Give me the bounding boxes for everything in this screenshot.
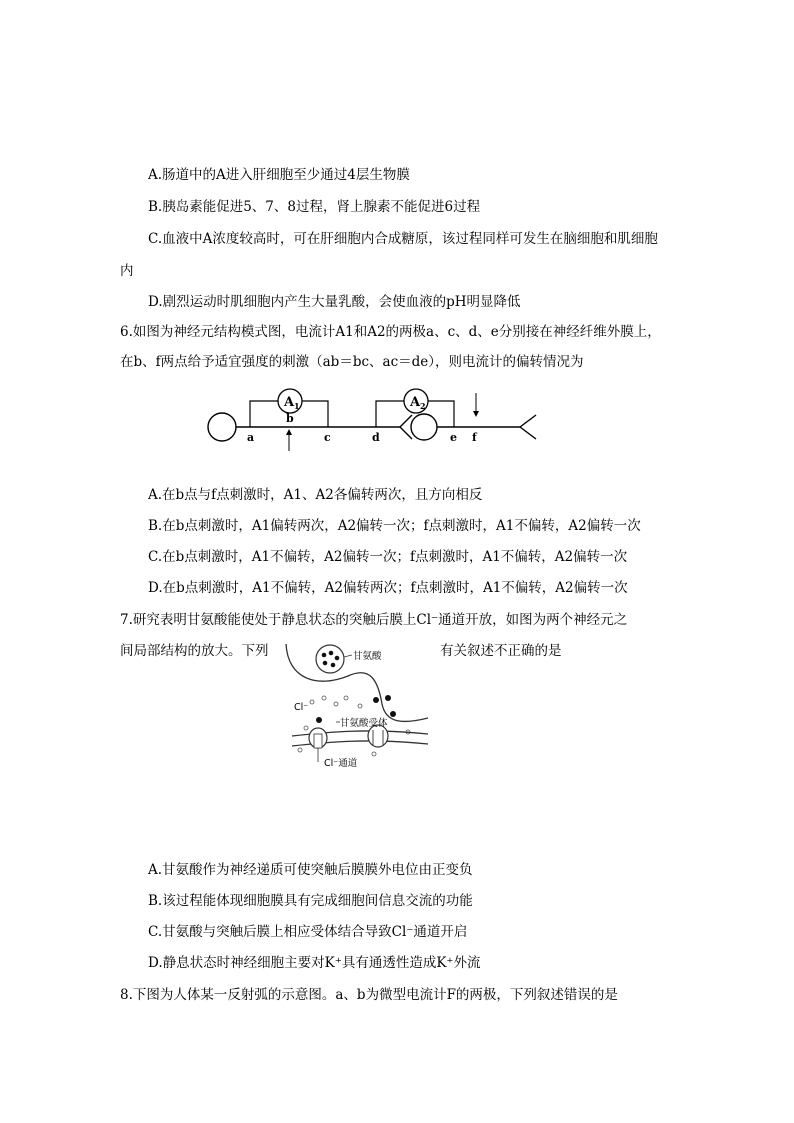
q7-option-d: D.静息状态时神经细胞主要对K⁺具有通透性造成K⁺外流: [148, 955, 481, 971]
label-glycine: 甘氨酸: [353, 651, 382, 662]
q5-option-d: D.剧烈运动时肌细胞内产生大量乳酸，会使血液的pH明显降低: [148, 294, 521, 310]
meter-a2-subscript: 2: [420, 401, 426, 411]
axon-terminal-branches: [520, 415, 536, 439]
meter-a2-wire-left: [376, 401, 404, 427]
meter-a1-wire-left: [250, 401, 278, 427]
q7-stem-line1: 7.研究表明甘氨酸能使处于静息状态的突触后膜上Cl⁻通道开放，如图为两个神经元之: [120, 612, 628, 628]
q6-stem-line2: 在b、f两点给予适宜强度的刺激（ab＝bc、ac＝de），则电流计的偏转情况为: [120, 354, 584, 370]
point-label-b: b: [286, 412, 294, 425]
meter-a2-label: A: [410, 395, 421, 410]
label-chloride-ion: Cl⁻: [294, 702, 309, 713]
q7-option-b: B.该过程能体现细胞膜具有完成细胞间信息交流的功能: [148, 893, 473, 909]
q5-option-c: C.血液中A浓度较高时，可在肝细胞内合成糖原，该过程同样可发生在脑细胞和肌细胞: [148, 231, 658, 247]
q5-option-b: B.胰岛素能促进5、7、8过程，肾上腺素不能促进6过程: [148, 199, 481, 215]
point-label-e: e: [450, 431, 457, 444]
stimulus-arrowhead-f: [473, 411, 479, 417]
q7-option-c: C.甘氨酸与突触后膜上相应受体结合导致Cl⁻通道开启: [148, 924, 468, 940]
point-label-a: a: [247, 431, 255, 444]
synaptic-vesicle: [316, 645, 344, 673]
q6-option-a: A.在b点与f点刺激时，A1、A2各偏转两次，且方向相反: [148, 487, 483, 503]
point-label-d: d: [372, 431, 380, 444]
neuron-structure-figure: [200, 385, 540, 455]
q6-stem-line1: 6.如图为神经元结构模式图，电流计A1和A2的两极a、c、d、e分别接在神经纤维外膜上，: [120, 324, 661, 340]
label-glycine-receptor: 甘氨酸受体: [340, 718, 388, 729]
q8-stem: 8.下图为人体某一反射弧的示意图。a、b为微型电流计F的两极，下列叙述错误的是: [120, 987, 618, 1003]
point-label-f: f: [472, 431, 477, 444]
q5-option-c-continued: 内: [120, 263, 134, 279]
q7-stem-line2a: 间局部结构的放大。下列: [120, 643, 269, 659]
q6-option-d: D.在b点刺激时，A1不偏转，A2偏转两次；f点刺激时，A1不偏转，A2偏转一次: [148, 580, 628, 596]
q6-option-c: C.在b点刺激时，A1不偏转，A2偏转一次；f点刺激时，A1不偏转，A2偏转一次: [148, 549, 628, 565]
neuron-cell-body-right: [411, 414, 437, 440]
neuron-cell-body-left: [208, 413, 236, 441]
q6-option-b: B.在b点刺激时，A1偏转两次，A2偏转一次；f点刺激时，A1不偏转，A2偏转一次: [148, 518, 641, 534]
meter-a1-subscript: 1: [294, 401, 300, 411]
label-chloride-channel: Cl⁻通道: [324, 758, 358, 769]
meter-a1-wire-right: [302, 401, 328, 427]
point-label-c: c: [324, 431, 331, 444]
synapse-figure: [278, 640, 438, 775]
stimulus-arrowhead-b: [286, 429, 292, 435]
q7-stem-line2b: 有关叙述不正确的是: [440, 643, 562, 659]
meter-a1-label: A: [284, 395, 295, 410]
synapse-terminal: [400, 415, 412, 439]
q5-option-a: A.肠道中的A进入肝细胞至少通过4层生物膜: [148, 167, 410, 183]
q7-option-a: A.甘氨酸作为神经递质可使突触后膜膜外电位由正变负: [148, 862, 473, 878]
meter-a2-wire-right: [428, 401, 454, 427]
